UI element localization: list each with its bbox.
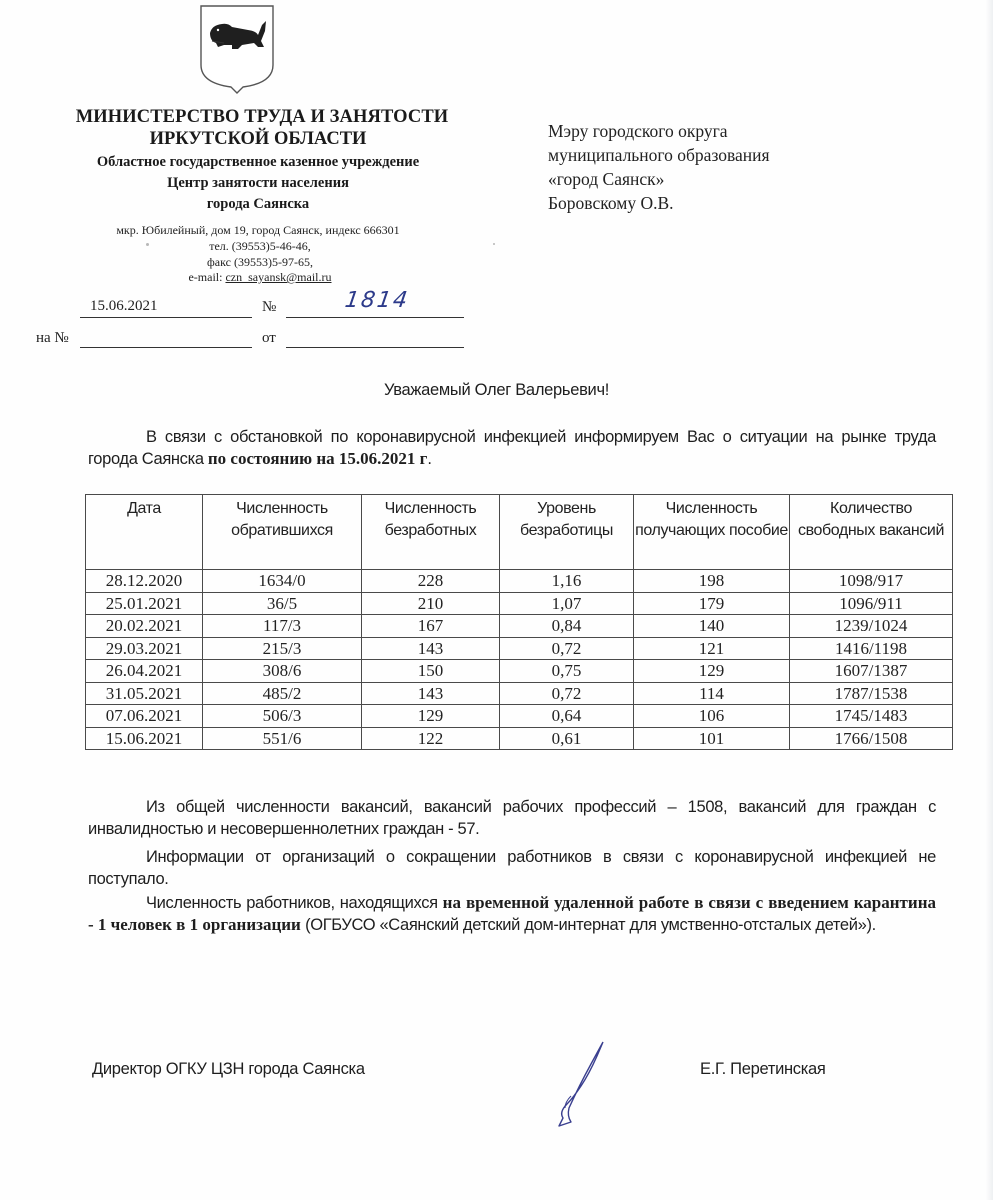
cell-unemployment-rate: 0,72 <box>500 637 634 660</box>
vacancies-text: Из общей численности вакансий, вакансий рабочих профессий – 1508, вакансий для граждан с инвалидностью и несовершеннолетних граждан - 57. <box>88 798 936 838</box>
cell-unemployed: 122 <box>362 727 500 750</box>
cell-date: 20.02.2021 <box>86 615 203 638</box>
cell-unemployed: 150 <box>362 660 500 683</box>
handwritten-signature-icon <box>545 1038 615 1128</box>
ministry-name-line2: ИРКУТСКОЙ ОБЛАСТИ <box>149 129 367 149</box>
cell-applicants: 308/6 <box>203 660 362 683</box>
addressee-line1: Мэру городского округа <box>548 121 728 141</box>
header-applicants: Численность обратившихся <box>203 495 362 570</box>
cell-unemployment-rate: 0,84 <box>500 615 634 638</box>
addressee-line4: Боровскому О.В. <box>548 193 674 213</box>
cell-vacancies: 1096/911 <box>790 592 953 615</box>
table-header-row <box>86 495 953 570</box>
table-row <box>86 592 953 615</box>
cell-unemployment-rate: 0,64 <box>500 705 634 728</box>
cell-unemployment-rate: 1,16 <box>500 570 634 593</box>
intro-text: В связи с обстановкой по коронавирусной инфекцией информируем Вас о ситуации на рынке труда города Саянска <box>88 428 936 468</box>
cell-benefit-recipients: 121 <box>634 637 790 660</box>
intro-date-bold: по состоянию на 15.06.2021 г <box>207 449 428 468</box>
cell-benefit-recipients: 179 <box>634 592 790 615</box>
remote-work-text-start: Численность работников, находящихся <box>146 894 443 912</box>
layoffs-text: Информации от организаций о сокращении работников в связи с коронавирусной инфекцией не поступало. <box>88 848 936 888</box>
labor-market-table <box>85 494 953 750</box>
from-label: от <box>262 330 276 346</box>
cell-benefit-recipients: 101 <box>634 727 790 750</box>
sender-fax: факс (39553)5-97-65, <box>207 255 313 269</box>
cell-applicants: 485/2 <box>203 682 362 705</box>
cell-unemployment-rate: 0,75 <box>500 660 634 683</box>
cell-date: 29.03.2021 <box>86 637 203 660</box>
cell-date: 25.01.2021 <box>86 592 203 615</box>
cell-unemployment-rate: 0,72 <box>500 682 634 705</box>
cell-unemployment-rate: 0,61 <box>500 727 634 750</box>
cell-vacancies: 1098/917 <box>790 570 953 593</box>
header-date: Дата <box>86 495 203 570</box>
sender-email-line <box>50 269 470 285</box>
institution-line1: Областное государственное казенное учреждение <box>96 154 420 170</box>
scan-speck <box>493 243 495 245</box>
cell-date: 15.06.2021 <box>86 727 203 750</box>
addressee-line2: муниципального образования <box>548 145 770 165</box>
remote-work-text-end: (ОГБУСО «Саянский детский дом-интернат для умственно-отсталых детей»). <box>300 916 876 934</box>
signatory-position: Директор ОГКУ ЦЗН города Саянска <box>92 1060 365 1078</box>
table-row <box>86 705 953 728</box>
layoffs-paragraph <box>88 846 936 890</box>
cell-unemployed: 210 <box>362 592 500 615</box>
cell-date: 28.12.2020 <box>86 570 203 593</box>
from-underline <box>286 347 464 348</box>
cell-vacancies: 1787/1538 <box>790 682 953 705</box>
table-row <box>86 682 953 705</box>
scan-speck <box>146 243 149 246</box>
header-unemployed: Численность безработных <box>362 495 500 570</box>
cell-unemployed: 167 <box>362 615 500 638</box>
institution-line3: города Саянска <box>206 196 310 212</box>
addressee-line3: «город Саянск» <box>548 169 665 189</box>
greeting: Уважаемый Олег Валерьевич! <box>383 381 610 399</box>
cell-applicants: 215/3 <box>203 637 362 660</box>
cell-vacancies: 1607/1387 <box>790 660 953 683</box>
cell-unemployed: 228 <box>362 570 500 593</box>
cell-applicants: 1634/0 <box>203 570 362 593</box>
cell-date: 26.04.2021 <box>86 660 203 683</box>
number-label: № <box>262 299 277 315</box>
header-vacancies: Количество свободных вакансий <box>790 495 953 570</box>
signatory-name: Е.Г. Перетинская <box>700 1060 826 1078</box>
reference-number-underline <box>80 347 252 348</box>
table-row <box>86 570 953 593</box>
cell-applicants: 117/3 <box>203 615 362 638</box>
cell-unemployed: 143 <box>362 682 500 705</box>
cell-benefit-recipients: 114 <box>634 682 790 705</box>
institution-line2: Центр занятости населения <box>167 175 349 191</box>
table-row <box>86 660 953 683</box>
cell-unemployment-rate: 1,07 <box>500 592 634 615</box>
cell-vacancies: 1239/1024 <box>790 615 953 638</box>
remote-work-bold: на временной удаленной работе в связи с введением карантина - 1 человек в 1 организации <box>88 893 936 934</box>
cell-unemployed: 129 <box>362 705 500 728</box>
cell-benefit-recipients: 140 <box>634 615 790 638</box>
table-row <box>86 637 953 660</box>
header-unemployment-rate: Уровень безработицы <box>500 495 634 570</box>
intro-end: . <box>427 450 432 468</box>
number-underline <box>286 317 464 318</box>
cell-benefit-recipients: 106 <box>634 705 790 728</box>
reference-number-label: на № <box>36 330 69 346</box>
cell-vacancies: 1766/1508 <box>790 727 953 750</box>
cell-date: 07.06.2021 <box>86 705 203 728</box>
cell-date: 31.05.2021 <box>86 682 203 705</box>
table-row <box>86 727 953 750</box>
email-label: e-mail: <box>188 270 226 284</box>
cell-unemployed: 143 <box>362 637 500 660</box>
irkutsk-coat-of-arms-icon <box>198 3 276 95</box>
cell-vacancies: 1416/1198 <box>790 637 953 660</box>
cell-applicants: 506/3 <box>203 705 362 728</box>
sender-email-link[interactable]: czn_sayansk@mail.ru <box>225 270 332 284</box>
cell-vacancies: 1745/1483 <box>790 705 953 728</box>
date-underline <box>80 317 252 318</box>
intro-paragraph <box>88 426 936 470</box>
ministry-name-line1: МИНИСТЕРСТВО ТРУДА И ЗАНЯТОСТИ <box>75 107 449 127</box>
remote-work-paragraph <box>88 892 936 936</box>
cell-benefit-recipients: 198 <box>634 570 790 593</box>
sender-phone: тел. (39553)5-46-46, <box>209 239 311 253</box>
cell-applicants: 36/5 <box>203 592 362 615</box>
cell-applicants: 551/6 <box>203 727 362 750</box>
page-edge-shadow <box>985 0 993 1200</box>
vacancies-paragraph <box>88 796 936 840</box>
sender-address: мкр. Юбилейный, дом 19, город Саянск, индекс 666301 <box>116 223 400 237</box>
registration-date: 15.06.2021 <box>90 298 158 314</box>
header-benefit-recipients: Численность получающих пособие <box>634 495 790 570</box>
cell-benefit-recipients: 129 <box>634 660 790 683</box>
table-row <box>86 615 953 638</box>
handwritten-registration-number: 1814 <box>343 288 411 313</box>
